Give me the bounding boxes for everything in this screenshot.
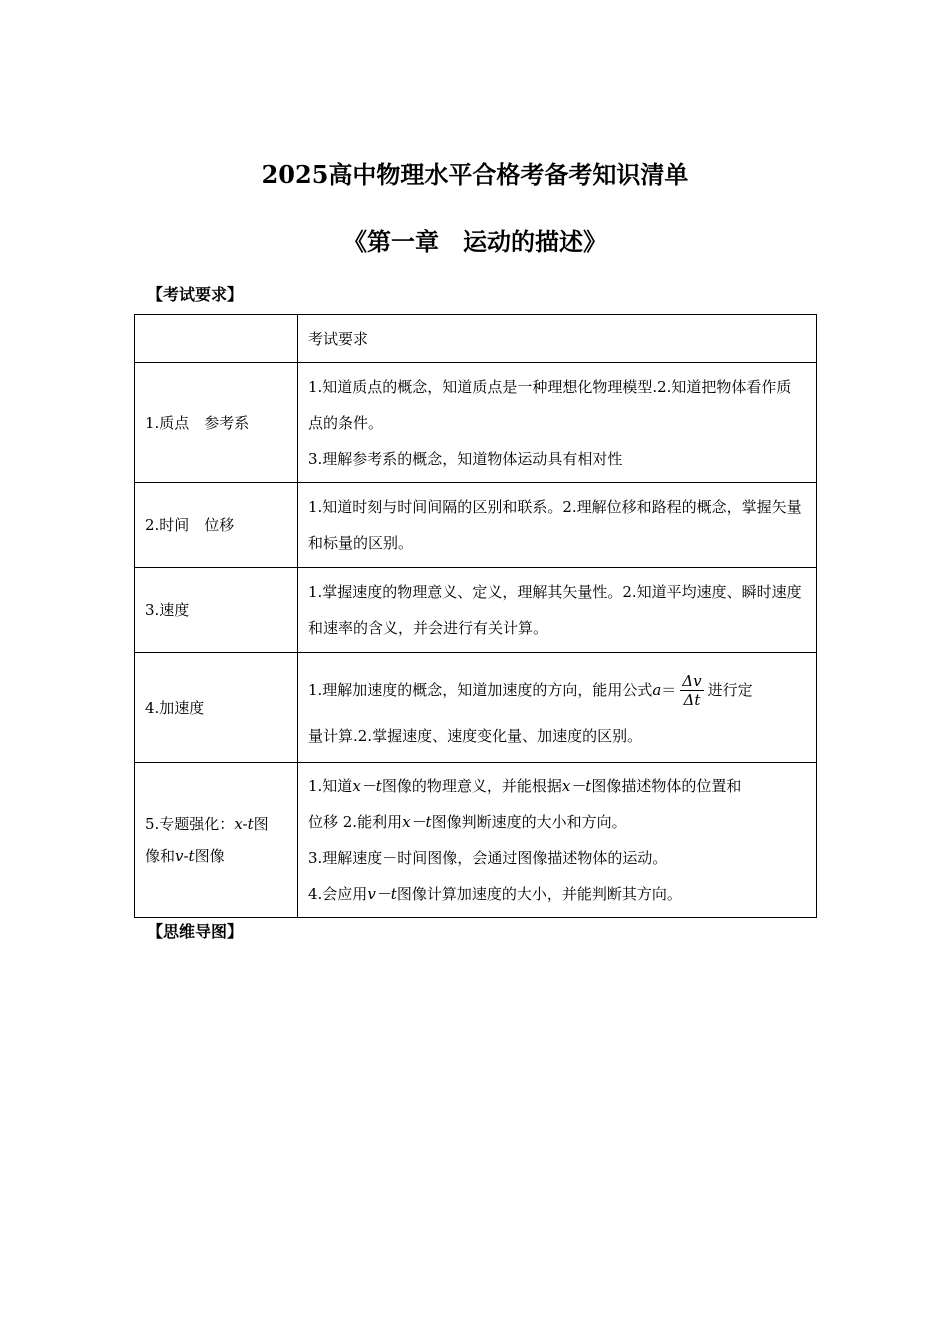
- header-cell-empty: [135, 315, 298, 363]
- requirement-line: 1.掌握速度的物理意义、定义，理解其矢量性。2.知道平均速度、瞬时速度和速率的含义，并会进行有关计算。: [308, 583, 802, 637]
- topic-cell: 4.加速度: [135, 653, 298, 763]
- requirement-cell: [298, 763, 817, 918]
- requirements-table: [134, 314, 817, 918]
- table-row: [135, 483, 817, 568]
- requirement-cell: [298, 363, 817, 483]
- requirement-line: 1.知道质点的概念，知道质点是一种理想化物理模型.2.知道把物体看作质点的条件。: [308, 377, 792, 432]
- table-header-row: [135, 315, 817, 363]
- topic-cell: 3.速度: [135, 568, 298, 653]
- requirement-line: 1.理解加速度的概念，知道加速度的方向，能用公式a＝ $\frac{\Delta v}{\Delta t}$ 进行定: [308, 672, 753, 709]
- var-a: a: [652, 680, 662, 699]
- header-cell-requirements: 考试要求: [298, 315, 817, 363]
- table-row: [135, 653, 817, 763]
- requirement-line: 量计算.2.掌握速度、速度变化量、加速度的区别。: [308, 726, 643, 745]
- section-heading-exam-requirements: 【考试要求】: [147, 285, 244, 304]
- acceleration-formula: $\frac{\Delta v}{\Delta t}$: [682, 672, 702, 709]
- chapter-title: 《第一章 运动的描述》: [343, 227, 607, 256]
- table-row: [135, 363, 817, 483]
- requirement-line: 1.知道时刻与时间间隔的区别和联系。2.理解位移和路程的概念，掌握矢量和标量的区别。: [308, 498, 802, 552]
- requirement-line: 4.会应用v－t图像计算加速度的大小，并能判断其方向。: [308, 885, 682, 903]
- requirement-line: 3.理解速度－时间图像，会通过图像描述物体的运动。: [308, 849, 668, 867]
- table-row: [135, 763, 817, 918]
- requirement-cell: [298, 568, 817, 653]
- requirement-line: 1.知道x－t图像的物理意义，并能根据x－t图像描述物体的位置和: [308, 777, 742, 795]
- requirement-line: 位移 2.能利用x－t图像判断速度的大小和方向。: [308, 813, 627, 831]
- topic-cell: 2.时间 位移: [135, 483, 298, 568]
- topic-cell: 5.专题强化：x-t图 像和v-t图像: [135, 763, 298, 918]
- requirement-line: 3.理解参考系的概念，知道物体运动具有相对性: [308, 449, 623, 468]
- requirement-cell: [298, 483, 817, 568]
- table-row: [135, 568, 817, 653]
- requirement-cell: [298, 653, 817, 763]
- topic-cell: 1.质点 参考系: [135, 363, 298, 483]
- document-title: 2025高中物理水平合格考备考知识清单: [261, 160, 689, 189]
- section-heading-mind-map: 【思维导图】: [147, 922, 244, 941]
